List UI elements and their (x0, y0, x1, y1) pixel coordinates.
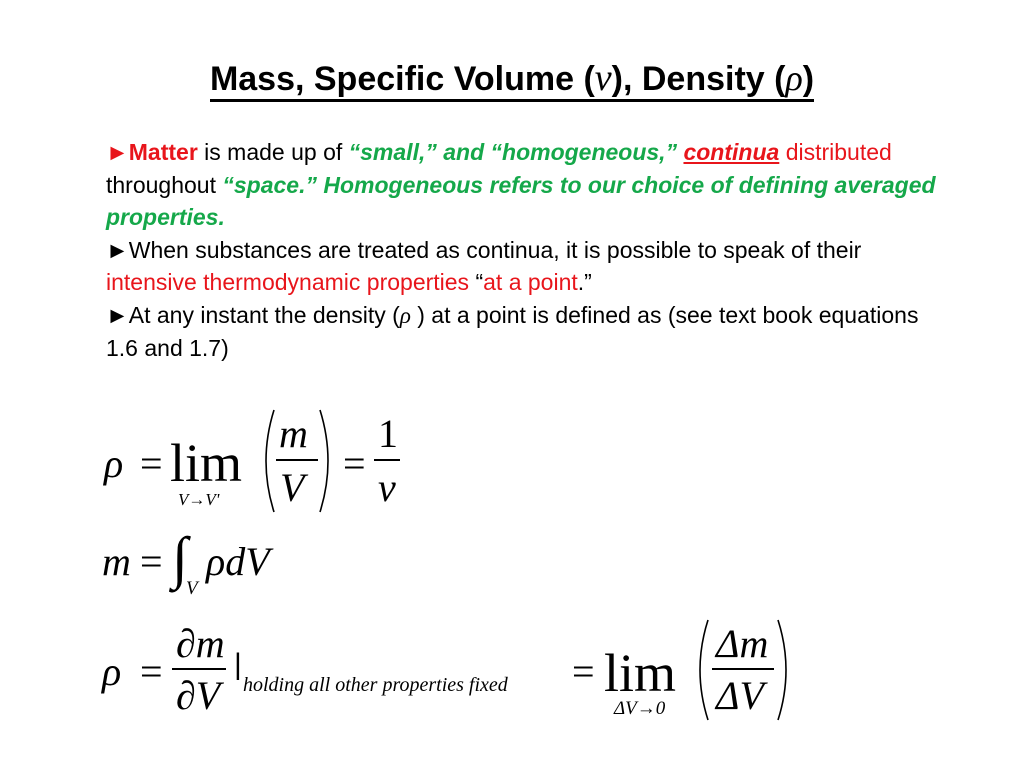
bullet-arrow: ► (106, 139, 129, 165)
eq2-m: m (102, 539, 131, 584)
eq3-numerator: ∂m (176, 621, 225, 666)
bullet-arrow: ► (106, 236, 129, 263)
eq3-fraction-bar-2 (712, 668, 774, 670)
title-rho-symbol: ρ (785, 58, 803, 98)
bullet-arrow: ► (106, 301, 129, 328)
eq1-lim-subscript: V→V' (178, 490, 220, 509)
rho-symbol: ρ (399, 302, 411, 328)
eq1-denominator-2: v (378, 465, 396, 510)
eq3-denominator: ∂V (176, 673, 221, 718)
para2-text-2: “ (469, 269, 484, 295)
eq1-denominator: V (280, 465, 305, 510)
eq3-evaluation-subscript: holding all other properties fixed (243, 674, 508, 696)
title-v-symbol: v (594, 57, 612, 99)
para2-text-1: When substances are treated as continua, it is possible to speak of their (128, 236, 862, 263)
para3-text-1: At any instant the density ( (128, 301, 400, 328)
eq3-lim-subscript: ΔV→0 (614, 698, 666, 719)
intensive-properties-term: intensive thermodynamic properties (106, 269, 470, 295)
continua-term: continua (683, 139, 780, 165)
eq1-equals: = (140, 441, 163, 486)
paragraph-matter (106, 136, 946, 234)
eq2-integral-sign: ∫ (172, 525, 188, 590)
at-a-point-term: at a point (483, 269, 578, 295)
eq3-right-paren (774, 618, 796, 722)
body-text (106, 136, 946, 365)
eq1-numerator: m (279, 411, 308, 456)
para2-text-3: .” (577, 269, 592, 295)
eq3-numerator-2: Δm (716, 621, 769, 666)
eq3-equals: = (140, 649, 163, 694)
para3-text-2: ) at a point is defined as (see text book equations 1.6 and 1.7) (106, 301, 919, 361)
matter-term: Matter (128, 139, 198, 165)
eq2-equals: = (140, 539, 163, 584)
eq1-fraction-bar-2 (374, 459, 400, 461)
eq1-right-paren (316, 408, 338, 514)
title-post: ) (802, 60, 815, 98)
eq2-integral-subscript: V (186, 578, 198, 599)
eq1-left-paren (256, 408, 278, 514)
para1-green-2: “space.” Homogeneous refers to our choice of defining averaged properties. (106, 171, 936, 230)
eq3-evaluation-bar: | (234, 648, 242, 681)
eq3-lim: lim (604, 643, 677, 703)
eq1-numerator-2: 1 (378, 411, 398, 456)
distributed-term: distributed (785, 139, 892, 165)
eq3-denominator-2: ΔV (716, 673, 764, 718)
eq1-lim: lim (170, 433, 243, 493)
para1-green-1: “small,” and “homogeneous,” (348, 139, 684, 165)
eq3-equals-2: = (572, 649, 595, 694)
eq3-fraction-bar (172, 668, 226, 670)
eq1-rho: ρ (104, 441, 124, 486)
eq3-rho: ρ (102, 649, 122, 694)
eq1-fraction-bar (276, 459, 318, 461)
eq3-left-paren (690, 618, 712, 722)
para1-text-2: throughout (106, 171, 223, 198)
eq1-equals-2: = (343, 441, 366, 486)
para1-text-1: is made up of (197, 139, 349, 165)
title-pre: Mass, Specific Volume ( (209, 60, 595, 98)
slide-title (0, 58, 1024, 102)
title-mid: ), Density ( (611, 60, 786, 98)
eq2-integrand: ρdV (206, 539, 270, 584)
paragraph-density (106, 299, 946, 365)
paragraph-continua (106, 234, 946, 299)
